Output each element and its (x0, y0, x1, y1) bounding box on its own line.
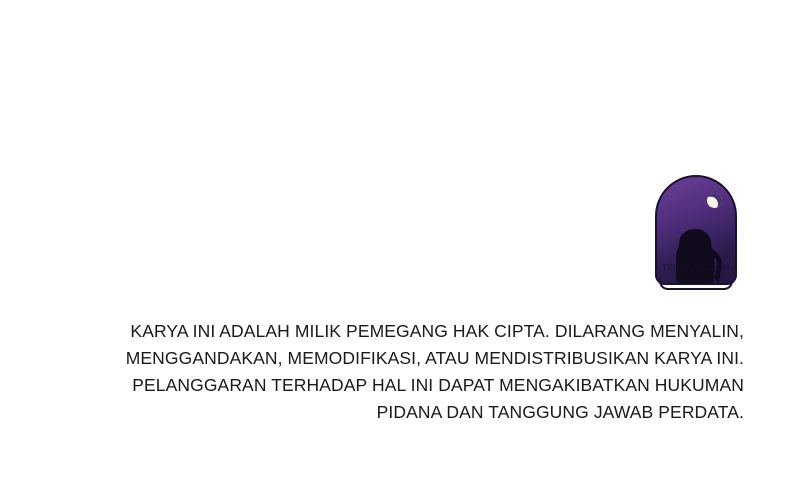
copyright-notice-line-4: PIDANA DAN TANGGUNG JAWAB PERDATA. (376, 402, 744, 422)
cat-silhouette-icon (672, 221, 718, 283)
cat-head-shape (679, 229, 711, 256)
crescent-moon-icon (705, 191, 724, 210)
terracetoon-logo (655, 175, 743, 295)
copyright-notice-line-3: PELANGGARAN TERHADAP HAL INI DAPAT MENGAKIBATKAN HUKUMAN (132, 375, 744, 395)
copyright-notice-line-2: MENGGANDAKAN, MEMODIFIKASI, ATAU MENDISTRIBUSIKAN KARYA INI. (125, 348, 744, 368)
copyright-notice (56, 318, 744, 426)
logo-wordmark: TERRACETOON (662, 263, 730, 272)
cat-ear-right-shape (690, 228, 708, 245)
copyright-notice-line-1: KARYA INI ADALAH MILIK PEMEGANG HAK CIPTA. DILARANG MENYALIN, (130, 321, 744, 341)
logo-underline-shape (659, 281, 733, 290)
